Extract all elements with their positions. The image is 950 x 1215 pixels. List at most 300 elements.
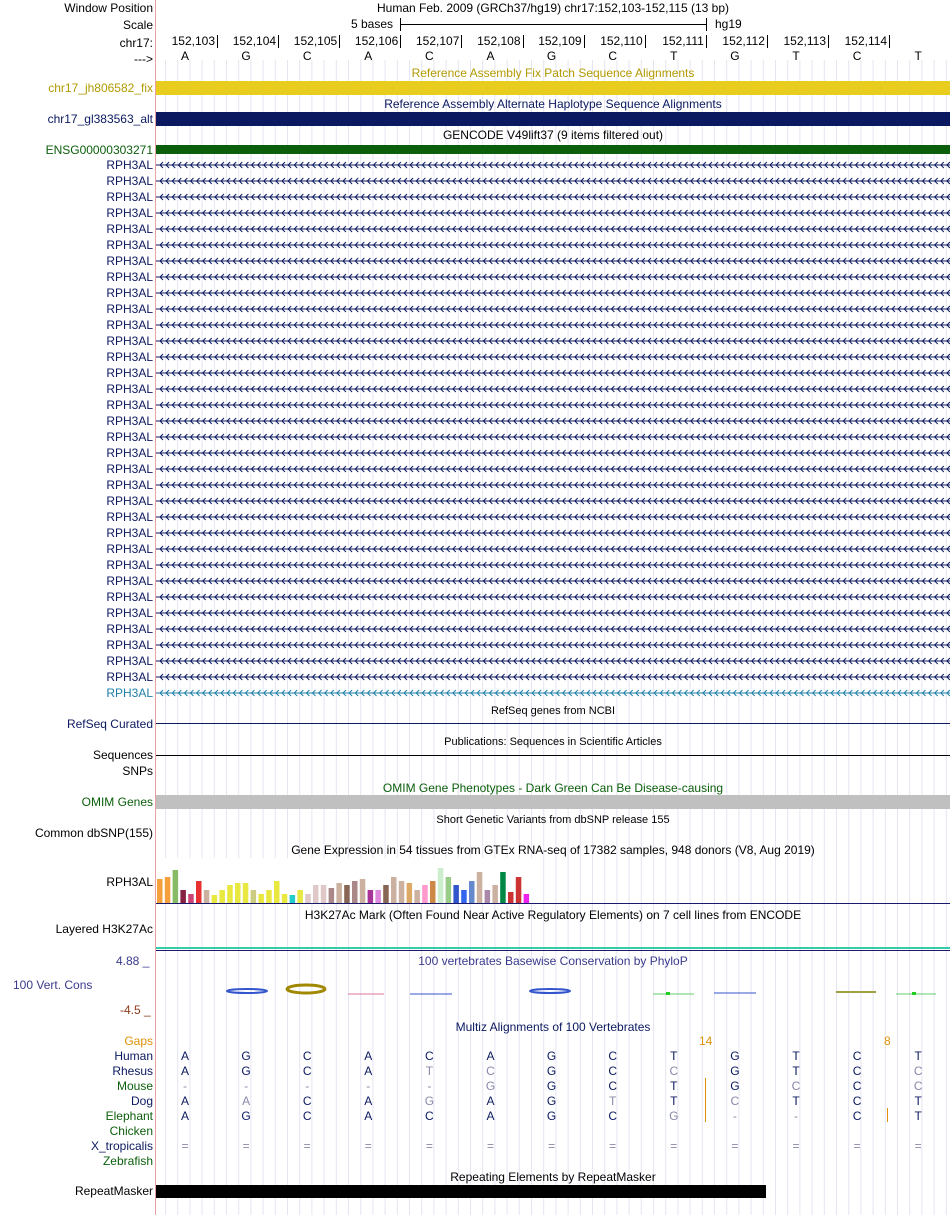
species-base: T	[914, 1094, 922, 1108]
transcript-label[interactable]: RPH3AL	[106, 590, 153, 604]
refseq-title: RefSeq genes from NCBI	[490, 705, 616, 717]
gtex-title: Gene Expression in 54 tissues from GTEx RNA-seq of 17382 samples, 948 donors (V8, Aug 2019)	[291, 843, 815, 857]
species-base: =	[792, 1139, 800, 1153]
species-base: C	[852, 1109, 862, 1123]
repeatmasker-label[interactable]: RepeatMasker	[74, 1184, 153, 1198]
fix-patch-label[interactable]: chr17_jh806582_fix	[48, 81, 153, 95]
gtex-bar[interactable]	[360, 879, 366, 903]
ruler-position: 152,109	[538, 34, 582, 48]
transcript-label[interactable]: RPH3AL	[106, 366, 153, 380]
species-label[interactable]: X_tropicalis	[90, 1139, 153, 1153]
transcript-label[interactable]: RPH3AL	[106, 222, 153, 236]
transcript-label[interactable]: RPH3AL	[106, 430, 153, 444]
transcript-label[interactable]: RPH3AL	[106, 510, 153, 524]
species-sequence	[156, 1124, 950, 1138]
transcript-intron[interactable]	[156, 222, 950, 236]
transcript-intron[interactable]	[156, 190, 950, 204]
transcript-intron[interactable]	[156, 478, 950, 492]
scale-bar-tick-right	[706, 18, 707, 31]
species-base: A	[180, 1094, 189, 1108]
publications-title: Publications: Sequences in Scientific Articles	[444, 736, 662, 748]
transcript-label[interactable]: RPH3AL	[106, 526, 153, 540]
scale-text: 5 bases	[351, 17, 394, 31]
transcript-label[interactable]: RPH3AL	[106, 638, 153, 652]
ruler-tick	[828, 35, 829, 48]
gap-count-1: 14	[699, 1034, 713, 1048]
species-label[interactable]: Dog	[130, 1094, 153, 1108]
gtex-bar[interactable]	[414, 890, 420, 903]
gtex-bar[interactable]	[212, 895, 218, 903]
gtex-bar[interactable]	[196, 881, 202, 903]
transcript-label[interactable]: RPH3AL	[106, 462, 153, 476]
ruler-position: 152,104	[232, 34, 277, 48]
gtex-bar[interactable]	[219, 890, 225, 903]
ruler-position: 152,110	[600, 34, 643, 48]
species-base: =	[242, 1139, 250, 1153]
species-base: A	[486, 1049, 495, 1063]
species-base: C	[852, 1049, 862, 1063]
species-base: G	[546, 1079, 557, 1093]
phylop-title: 100 vertebrates Basewise Conservation by PhyloP	[418, 954, 688, 968]
gtex-bar[interactable]	[469, 881, 475, 903]
phylop-min: -4.5 _	[120, 1003, 151, 1017]
ruler-position: 152,111	[662, 34, 704, 48]
gtex-bar[interactable]	[516, 877, 522, 903]
transcript-label[interactable]: RPH3AL	[106, 414, 153, 428]
transcript-intron[interactable]	[156, 398, 950, 412]
ruler-position: 152,105	[293, 34, 338, 48]
species-base: T	[914, 1049, 922, 1063]
species-base: C	[302, 1064, 312, 1078]
ruler-base: G	[730, 49, 740, 63]
gencode-title: GENCODE V49lift37 (9 items filtered out)	[442, 128, 664, 142]
transcript-label[interactable]: RPH3AL	[106, 190, 153, 204]
species-base: =	[731, 1139, 739, 1153]
gtex-bar[interactable]	[165, 877, 171, 903]
scale-bar-tick-left	[400, 18, 401, 31]
transcript-label[interactable]: RPH3AL	[106, 270, 153, 284]
ruler-base: C	[302, 49, 312, 63]
phylop-mark-c	[287, 985, 325, 993]
species-base: C	[913, 1079, 923, 1093]
h3k27ac-baseline	[156, 950, 950, 951]
transcript-label[interactable]: RPH3AL	[106, 254, 153, 268]
gtex-bar[interactable]	[204, 890, 210, 903]
species-base: T	[425, 1064, 434, 1078]
transcript-intron[interactable]	[156, 590, 950, 604]
species-base: -	[244, 1079, 249, 1093]
species-base: G	[730, 1079, 740, 1093]
transcript-intron[interactable]	[156, 270, 950, 284]
transcript-intron[interactable]	[156, 254, 950, 268]
repeatmasker-title: Repeating Elements by RepeatMasker	[450, 1170, 656, 1184]
ruler-tick	[889, 35, 890, 48]
gtex-bar[interactable]	[477, 872, 483, 903]
species-base: C	[302, 1049, 312, 1063]
species-base: =	[670, 1139, 678, 1153]
publications-label-line2[interactable]: SNPs	[122, 764, 153, 778]
gtex-bar[interactable]	[453, 885, 459, 903]
species-base: G	[546, 1064, 557, 1078]
species-base: -	[427, 1079, 432, 1093]
gtex-bar[interactable]	[438, 868, 444, 903]
ruler-base: A	[486, 49, 495, 63]
gtex-bar[interactable]	[508, 892, 514, 903]
transcript-intron[interactable]	[156, 350, 950, 364]
chrom-label: chr17:	[119, 36, 153, 50]
transcript-label[interactable]: RPH3AL	[106, 398, 153, 412]
gap-marker-1	[705, 1078, 706, 1122]
species-base: C	[302, 1109, 312, 1123]
transcript-intron[interactable]	[156, 558, 950, 572]
omim-label[interactable]: OMIM Genes	[81, 795, 153, 809]
species-label[interactable]: Chicken	[109, 1124, 153, 1138]
transcript-label[interactable]: RPH3AL	[106, 606, 153, 620]
ruler-position: 152,107	[416, 34, 460, 48]
h3k27ac-title: H3K27Ac Mark (Often Found Near Active Regulatory Elements) on 7 cell lines from ENCODE	[304, 908, 802, 922]
species-base: C	[852, 1079, 862, 1093]
gtex-bar[interactable]	[446, 877, 452, 903]
ruler-base: T	[914, 49, 922, 63]
repeatmasker-element[interactable]	[156, 1185, 766, 1198]
species-base: C	[608, 1064, 618, 1078]
h3k27ac-label[interactable]: Layered H3K27Ac	[55, 922, 153, 936]
transcript-intron[interactable]	[156, 446, 950, 460]
transcript-label[interactable]: RPH3AL	[106, 622, 153, 636]
transcript-label[interactable]: RPH3AL	[106, 350, 153, 364]
species-base: C	[913, 1064, 923, 1078]
species-base: C	[486, 1064, 495, 1078]
ruler-position: 152,114	[844, 34, 888, 48]
dbsnp-label[interactable]: Common dbSNP(155)	[34, 826, 153, 840]
alt-haplo-label[interactable]: chr17_gl383563_alt	[47, 112, 153, 126]
species-base: G	[424, 1094, 435, 1108]
gtex-bar[interactable]	[251, 890, 257, 903]
transcript-label[interactable]: RPH3AL	[106, 574, 153, 588]
species-base: A	[486, 1094, 495, 1108]
species-base: G	[546, 1109, 557, 1123]
omim-title: OMIM Gene Phenotypes - Dark Green Can Be Disease-causing	[382, 781, 724, 795]
gtex-bar[interactable]	[407, 883, 413, 903]
species-sequence	[156, 1154, 950, 1168]
transcript-label[interactable]: RPH3AL	[106, 382, 153, 396]
strand-label: --->	[134, 52, 153, 66]
species-base: A	[242, 1094, 251, 1108]
transcript-intron[interactable]	[156, 654, 950, 668]
species-base: C	[302, 1094, 312, 1108]
refseq-line[interactable]	[156, 723, 950, 724]
gtex-baseline	[156, 903, 950, 904]
species-label[interactable]: Rhesus	[112, 1064, 153, 1078]
species-base: A	[364, 1049, 373, 1063]
species-base: G	[669, 1109, 679, 1123]
gtex-bar[interactable]	[282, 894, 288, 903]
gtex-bar[interactable]	[243, 883, 249, 903]
species-label[interactable]: Human	[114, 1049, 153, 1063]
gtex-bar[interactable]	[492, 885, 498, 903]
species-base: C	[730, 1094, 740, 1108]
species-sequence	[156, 1109, 950, 1123]
gtex-bar[interactable]	[383, 885, 389, 903]
gtex-bar[interactable]	[235, 883, 241, 903]
gap-count-2: 8	[884, 1034, 891, 1048]
transcript-intron[interactable]	[156, 430, 950, 444]
species-base: A	[364, 1064, 373, 1078]
transcript-intron[interactable]	[156, 206, 950, 220]
transcript-intron[interactable]	[156, 158, 950, 172]
gtex-bar[interactable]	[336, 883, 342, 903]
species-base: C	[425, 1049, 434, 1063]
gap-marker-2	[887, 1108, 888, 1122]
species-base: C	[425, 1109, 434, 1123]
species-base: C	[669, 1064, 679, 1078]
species-label[interactable]: Zebrafish	[102, 1154, 153, 1168]
ruler-base: C	[608, 49, 618, 63]
species-base: T	[792, 1049, 800, 1063]
gtex-bar[interactable]	[485, 890, 491, 903]
species-sequence	[156, 1139, 950, 1153]
transcript-intron[interactable]	[156, 574, 950, 588]
species-base: A	[364, 1109, 373, 1123]
species-base: T	[914, 1109, 922, 1123]
transcript-intron[interactable]	[156, 286, 950, 300]
species-base: C	[608, 1079, 618, 1093]
transcript-intron[interactable]	[156, 670, 950, 684]
species-base: C	[852, 1064, 862, 1078]
transcript-intron[interactable]	[156, 462, 950, 476]
transcript-intron[interactable]	[156, 638, 950, 652]
gtex-bar[interactable]	[321, 885, 327, 903]
publications-line[interactable]	[156, 755, 950, 756]
phylop-mark-t-dot	[666, 992, 670, 995]
transcript-label[interactable]: RPH3AL	[106, 286, 153, 300]
transcript-intron[interactable]	[156, 382, 950, 396]
gtex-bar[interactable]	[524, 894, 530, 903]
phylop-mark-g	[530, 989, 570, 993]
gaps-label[interactable]: Gaps	[124, 1034, 153, 1048]
alt-haplo-title: Reference Assembly Alternate Haplotype Sequence Alignments	[384, 97, 722, 111]
gtex-label[interactable]: RPH3AL	[106, 875, 153, 889]
phylop-label[interactable]: 100 Vert. Cons	[13, 978, 93, 992]
ensg-label[interactable]: ENSG00000303271	[45, 143, 153, 157]
species-base: T	[670, 1049, 678, 1063]
species-base: A	[364, 1094, 373, 1108]
transcript-label[interactable]: RPH3AL	[106, 302, 153, 316]
ruler-tick	[584, 35, 585, 48]
gtex-bar[interactable]	[180, 890, 186, 903]
species-base: =	[486, 1139, 494, 1153]
transcript-intron[interactable]	[156, 526, 950, 540]
ruler-tick	[461, 35, 462, 48]
ruler-base: T	[792, 49, 800, 63]
transcript-intron[interactable]	[156, 366, 950, 380]
species-base: =	[609, 1139, 617, 1153]
species-sequence	[156, 1064, 950, 1078]
transcript-intron[interactable]	[156, 510, 950, 524]
species-base: G	[730, 1064, 740, 1078]
species-base: =	[548, 1139, 556, 1153]
transcript-intron[interactable]	[156, 174, 950, 188]
species-base: -	[183, 1079, 187, 1093]
gtex-bar[interactable]	[329, 888, 335, 903]
gtex-bar[interactable]	[173, 870, 179, 903]
gtex-bar[interactable]	[344, 885, 350, 903]
ruler-tick	[645, 35, 646, 48]
gtex-bar[interactable]	[352, 881, 358, 903]
species-base: G	[241, 1064, 251, 1078]
ruler-tick	[523, 35, 524, 48]
scale-bar	[400, 24, 706, 25]
gtex-bar-chart[interactable]	[156, 858, 536, 905]
ruler-tick	[706, 35, 707, 48]
ruler-tick	[217, 35, 218, 48]
gtex-bar[interactable]	[157, 879, 163, 903]
transcript-intron[interactable]	[156, 238, 950, 252]
transcript-label[interactable]: RPH3AL	[106, 238, 153, 252]
species-base: =	[914, 1139, 922, 1153]
phylop-logo[interactable]	[156, 978, 950, 998]
species-base: =	[425, 1139, 433, 1153]
phylop-mark-a	[227, 989, 267, 993]
species-base: G	[730, 1049, 740, 1063]
species-base: T	[792, 1094, 800, 1108]
transcript-label[interactable]: RPH3AL	[106, 494, 153, 508]
species-base: =	[364, 1139, 372, 1153]
gtex-bar[interactable]	[305, 894, 311, 903]
gtex-bar[interactable]	[430, 881, 436, 903]
species-base: A	[180, 1049, 189, 1063]
transcript-intron[interactable]	[156, 622, 950, 636]
ruler-base: A	[180, 49, 189, 63]
transcript-label[interactable]: RPH3AL	[106, 686, 153, 700]
gtex-bar[interactable]	[422, 885, 428, 903]
species-sequence	[156, 1079, 950, 1093]
species-base: G	[485, 1079, 496, 1093]
dbsnp-title: Short Genetic Variants from dbSNP release 155	[436, 814, 670, 826]
gtex-bar[interactable]	[227, 885, 233, 903]
transcript-intron[interactable]	[156, 606, 950, 620]
transcript-label[interactable]: RPH3AL	[106, 446, 153, 460]
species-base: C	[608, 1109, 618, 1123]
fix-patch-alignment[interactable]	[156, 81, 950, 95]
transcript-intron[interactable]	[156, 414, 950, 428]
species-label[interactable]: Mouse	[116, 1079, 153, 1093]
transcript-label[interactable]: RPH3AL	[106, 158, 153, 172]
transcript-label[interactable]: RPH3AL	[106, 174, 153, 188]
species-base: T	[670, 1079, 678, 1093]
gtex-bar[interactable]	[290, 895, 296, 903]
ruler-position: 152,108	[477, 34, 521, 48]
ruler-tick	[339, 35, 340, 48]
window-position-label: Window Position	[64, 1, 153, 15]
transcript-intron[interactable]	[156, 494, 950, 508]
species-base: =	[303, 1139, 311, 1153]
species-base: C	[791, 1079, 801, 1093]
transcript-label[interactable]: RPH3AL	[106, 558, 153, 572]
ruler-base: T	[670, 49, 678, 63]
transcript-label[interactable]: RPH3AL	[106, 318, 153, 332]
refseq-label[interactable]: RefSeq Curated	[66, 717, 153, 731]
transcript-intron[interactable]	[156, 542, 950, 556]
assembly-label: hg19	[715, 17, 742, 31]
species-base: G	[546, 1094, 557, 1108]
transcript-label[interactable]: RPH3AL	[106, 654, 153, 668]
species-base: T	[609, 1094, 617, 1108]
multiz-title: Multiz Alignments of 100 Vertebrates	[455, 1020, 651, 1034]
publications-label-line1[interactable]: Sequences	[92, 748, 153, 762]
transcript-intron[interactable]	[156, 302, 950, 316]
ruler-position: 152,106	[354, 34, 399, 48]
gtex-bar[interactable]	[266, 890, 272, 903]
transcript-label[interactable]: RPH3AL	[106, 478, 153, 492]
ruler-base: A	[364, 49, 373, 63]
ruler-tick	[278, 35, 279, 48]
transcript-label[interactable]: RPH3AL	[106, 542, 153, 556]
gtex-bar[interactable]	[297, 890, 303, 903]
gtex-bar[interactable]	[461, 890, 467, 903]
species-base: -	[366, 1079, 371, 1093]
transcript-intron[interactable]	[156, 686, 950, 700]
species-base: A	[486, 1109, 495, 1123]
gtex-bar[interactable]	[500, 872, 506, 903]
ruler-base: C	[852, 49, 862, 63]
gtex-bar[interactable]	[368, 890, 374, 903]
omim-bar[interactable]	[156, 795, 950, 809]
species-base: T	[792, 1064, 800, 1078]
phylop-max: 4.88 _	[116, 954, 150, 968]
h3k27ac-signal[interactable]	[156, 947, 950, 949]
gtex-bar[interactable]	[258, 894, 264, 903]
species-base: C	[852, 1094, 862, 1108]
gtex-bar[interactable]	[391, 877, 397, 903]
species-label[interactable]: Elephant	[105, 1109, 153, 1123]
transcript-label[interactable]: RPH3AL	[106, 670, 153, 684]
transcript-label[interactable]: RPH3AL	[106, 206, 153, 220]
alt-haplo-alignment[interactable]	[156, 112, 950, 126]
gtex-bar[interactable]	[375, 890, 381, 903]
species-base: -	[794, 1109, 798, 1123]
species-base: G	[241, 1049, 251, 1063]
ruler-position: 152,103	[171, 34, 215, 48]
species-base: G	[241, 1109, 251, 1123]
phylop-mark-t2-dot	[912, 992, 916, 995]
species-base: A	[180, 1109, 189, 1123]
gtex-bar[interactable]	[313, 885, 319, 903]
ruler-tick	[400, 35, 401, 48]
transcript-label[interactable]: RPH3AL	[106, 334, 153, 348]
page-title: Human Feb. 2009 (GRCh37/hg19) chr17:152,103-152,115 (13 bp)	[376, 1, 729, 15]
species-base: T	[670, 1094, 678, 1108]
ruler-base: G	[546, 49, 557, 63]
gtex-bar[interactable]	[274, 881, 280, 903]
ruler-base: G	[241, 49, 251, 63]
species-base: -	[732, 1109, 737, 1123]
species-sequence	[156, 1049, 950, 1063]
transcript-intron[interactable]	[156, 318, 950, 332]
transcript-intron[interactable]	[156, 334, 950, 348]
gtex-bar[interactable]	[188, 894, 194, 903]
species-base: G	[546, 1049, 557, 1063]
ruler-tick	[767, 35, 768, 48]
ensg-gene-bar[interactable]	[156, 145, 950, 154]
species-base: =	[181, 1139, 189, 1153]
gtex-bar[interactable]	[399, 881, 405, 903]
species-base: C	[608, 1049, 618, 1063]
species-base: -	[305, 1079, 310, 1093]
fix-patch-title: Reference Assembly Fix Patch Sequence Alignments	[411, 66, 695, 80]
scale-label: Scale	[122, 18, 153, 32]
species-sequence	[156, 1094, 950, 1108]
